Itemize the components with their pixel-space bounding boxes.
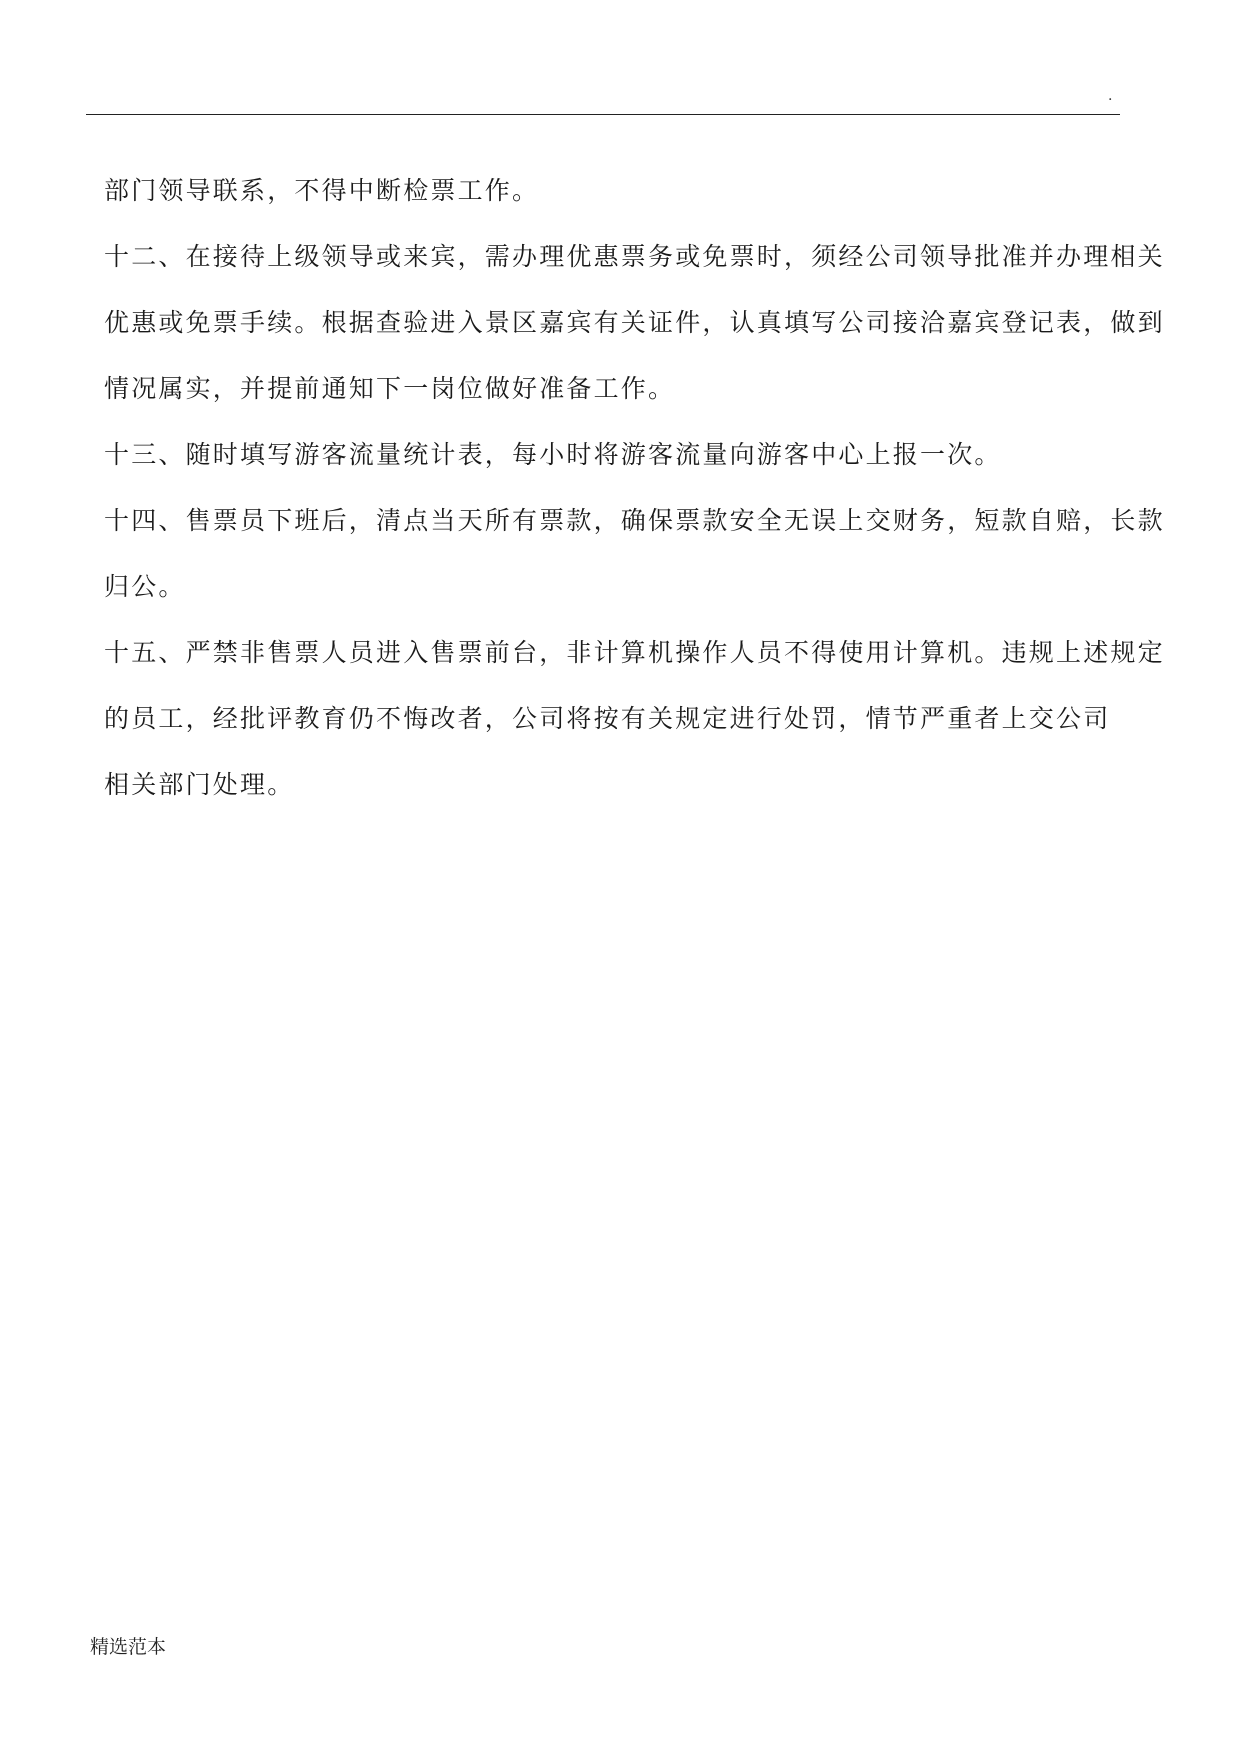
body-line: 归公。 xyxy=(104,572,186,601)
body-line: 的员工，经批评教育仍不悔改者，公司将按有关规定进行处罚，情节严重者上交公司 xyxy=(104,704,1111,733)
body-line: 部门领导联系，不得中断检票工作。 xyxy=(104,176,540,205)
body-line: 十二、在接待上级领导或来宾，需办理优惠票务或免票时，须经公司领导批准并办理相关 xyxy=(104,242,1165,271)
body-line: 情况属实，并提前通知下一岗位做好准备工作。 xyxy=(104,374,676,403)
body-line: 十五、严禁非售票人员进入售票前台，非计算机操作人员不得使用计算机。违规上述规定 xyxy=(104,638,1165,667)
body-line: 相关部门处理。 xyxy=(104,770,295,799)
header-rule xyxy=(86,114,1120,115)
body-line: 优惠或免票手续。根据查验进入景区嘉宾有关证件，认真填写公司接洽嘉宾登记表，做到 xyxy=(104,308,1165,337)
header-mark: . xyxy=(1108,88,1113,104)
body-line: 十四、售票员下班后，清点当天所有票款，确保票款安全无误上交财务，短款自赔，长款 xyxy=(104,506,1165,535)
footer-label: 精选范本 xyxy=(90,1636,167,1658)
body-line: 十三、随时填写游客流量统计表，每小时将游客流量向游客中心上报一次。 xyxy=(104,440,1002,469)
document-body xyxy=(104,158,1165,818)
